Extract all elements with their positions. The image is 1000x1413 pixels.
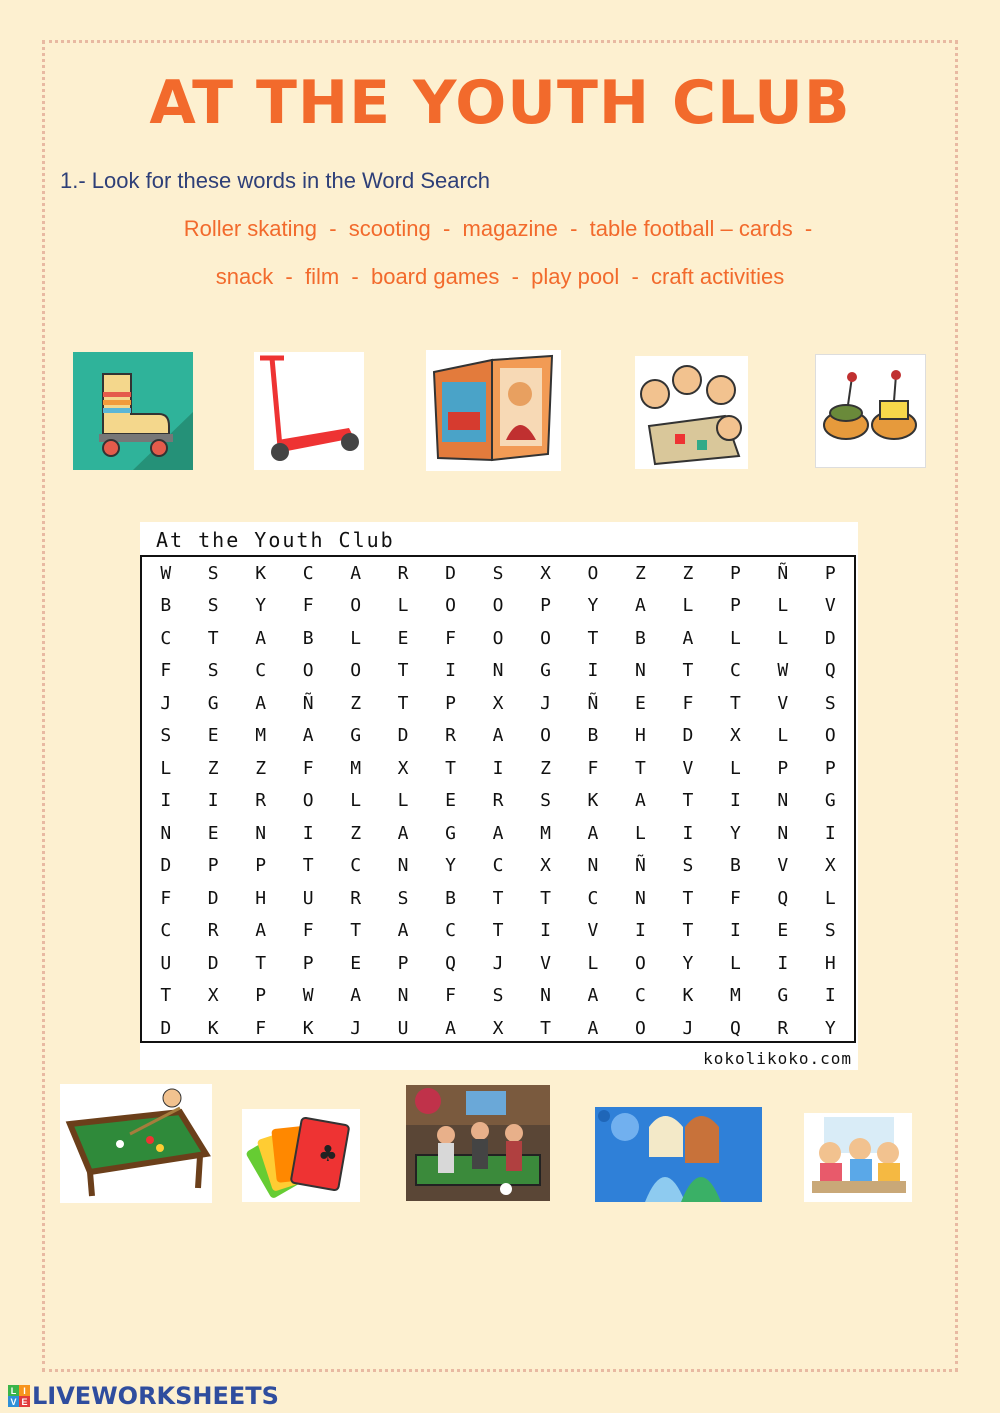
grid-letter[interactable]: V xyxy=(824,595,836,617)
grid-letter[interactable]: O xyxy=(492,627,504,649)
grid-letter[interactable]: A xyxy=(587,1017,599,1039)
grid-letter[interactable]: D xyxy=(682,725,694,747)
grid-letter[interactable]: B xyxy=(302,627,314,649)
grid-letter[interactable]: A xyxy=(492,725,504,747)
grid-letter[interactable]: I xyxy=(207,790,219,812)
grid-letter[interactable]: S xyxy=(207,562,219,584)
grid-letter[interactable]: E xyxy=(397,627,409,649)
grid-letter[interactable]: N xyxy=(397,855,409,877)
grid-letter[interactable]: Y xyxy=(445,855,456,877)
grid-letter[interactable]: I xyxy=(824,985,836,1007)
grid-letter[interactable]: J xyxy=(540,692,551,714)
grid-letter[interactable]: T xyxy=(682,660,694,682)
table-football-picture xyxy=(406,1085,550,1201)
grid-letter[interactable]: E xyxy=(207,725,219,747)
grid-letter[interactable]: O xyxy=(540,725,551,747)
grid-letter[interactable]: I xyxy=(445,660,456,682)
grid-row xyxy=(142,947,854,980)
roller-skate-picture xyxy=(73,352,193,470)
grid-letter[interactable]: D xyxy=(207,887,219,909)
grid-letter[interactable]: I xyxy=(492,757,504,779)
grid-letter[interactable]: L xyxy=(682,595,694,617)
grid-letter[interactable]: T xyxy=(160,985,172,1007)
grid-letter[interactable]: F xyxy=(445,985,456,1007)
pool-table-picture xyxy=(60,1084,212,1203)
grid-letter[interactable]: Ñ xyxy=(587,692,599,714)
grid-letter[interactable]: B xyxy=(445,887,456,909)
grid-row xyxy=(142,557,854,590)
grid-letter[interactable]: E xyxy=(350,952,362,974)
grid-letter[interactable]: L xyxy=(635,822,646,844)
grid-letter[interactable]: N xyxy=(397,985,409,1007)
grid-letter[interactable]: O xyxy=(635,952,646,974)
word-search-title: At the Youth Club xyxy=(156,528,395,552)
grid-letter[interactable]: P xyxy=(824,757,836,779)
grid-letter[interactable]: Z xyxy=(207,757,219,779)
film-picture xyxy=(595,1107,762,1202)
grid-letter[interactable]: Ñ xyxy=(777,562,789,584)
grid-letter[interactable]: P xyxy=(255,855,267,877)
grid-letter[interactable]: N xyxy=(540,985,551,1007)
instruction-text: 1.- Look for these words in the Word Search xyxy=(60,168,491,193)
grid-letter[interactable]: Ñ xyxy=(635,855,646,877)
grid-row xyxy=(142,1012,854,1045)
grid-letter[interactable]: T xyxy=(729,692,741,714)
grid-letter[interactable]: O xyxy=(302,660,314,682)
grid-letter[interactable]: C xyxy=(255,660,267,682)
grid-letter[interactable]: M xyxy=(729,985,741,1007)
grid-letter[interactable]: Z xyxy=(635,562,646,584)
grid-letter[interactable]: S xyxy=(207,595,219,617)
grid-row xyxy=(142,720,854,753)
grid-row xyxy=(142,622,854,655)
grid-letter[interactable]: X xyxy=(397,757,409,779)
grid-letter[interactable]: D xyxy=(160,1017,172,1039)
grid-letter[interactable]: L xyxy=(777,627,789,649)
grid-letter[interactable]: I xyxy=(540,920,551,942)
grid-letter[interactable]: F xyxy=(587,757,599,779)
grid-letter[interactable]: L xyxy=(160,757,172,779)
snack-picture xyxy=(815,354,926,468)
grid-letter[interactable]: T xyxy=(397,692,409,714)
grid-letter[interactable]: B xyxy=(587,725,599,747)
grid-letter[interactable]: P xyxy=(777,757,789,779)
grid-letter[interactable]: O xyxy=(587,562,599,584)
grid-letter[interactable]: K xyxy=(587,790,599,812)
grid-letter[interactable]: E xyxy=(635,692,646,714)
word-list-line-1: Roller skating - scooting - magazine - table football – cards - xyxy=(183,216,813,241)
grid-letter[interactable]: R xyxy=(397,562,409,584)
grid-letter[interactable]: W xyxy=(777,660,789,682)
grid-letter[interactable]: C xyxy=(635,985,646,1007)
grid-letter[interactable]: T xyxy=(682,790,694,812)
grid-row xyxy=(142,980,854,1013)
grid-letter[interactable]: B xyxy=(160,595,172,617)
grid-letter[interactable]: D xyxy=(445,562,456,584)
grid-letter[interactable]: S xyxy=(824,920,836,942)
word-search-footer: kokolikoko.com xyxy=(703,1049,852,1068)
grid-letter[interactable]: H xyxy=(824,952,836,974)
grid-row xyxy=(142,915,854,948)
grid-letter[interactable]: I xyxy=(160,790,172,812)
grid-letter[interactable]: C xyxy=(350,855,362,877)
grid-letter[interactable]: I xyxy=(302,822,314,844)
grid-letter[interactable]: T xyxy=(207,627,219,649)
magazine-picture xyxy=(426,350,561,471)
grid-letter[interactable]: S xyxy=(682,855,694,877)
grid-letter[interactable]: T xyxy=(635,757,646,779)
grid-letter[interactable]: C xyxy=(492,855,504,877)
grid-letter[interactable]: F xyxy=(682,692,694,714)
grid-letter[interactable]: E xyxy=(777,920,789,942)
grid-letter[interactable]: C xyxy=(302,562,314,584)
grid-letter[interactable]: L xyxy=(777,725,789,747)
grid-letter[interactable]: Y xyxy=(682,952,694,974)
svg-text:♣: ♣ xyxy=(318,1142,338,1167)
grid-letter[interactable]: N xyxy=(635,660,646,682)
grid-letter[interactable]: T xyxy=(397,660,409,682)
grid-letter[interactable]: S xyxy=(540,790,551,812)
grid-letter[interactable]: T xyxy=(682,887,694,909)
grid-letter[interactable]: I xyxy=(729,920,741,942)
grid-letter[interactable]: Q xyxy=(824,660,836,682)
grid-letter[interactable]: N xyxy=(160,822,172,844)
grid-letter[interactable]: L xyxy=(824,887,836,909)
grid-letter[interactable]: W xyxy=(302,985,314,1007)
grid-letter[interactable]: F xyxy=(302,757,314,779)
grid-letter[interactable]: I xyxy=(729,790,741,812)
word-list-line-2: snack - film - board games - play pool - craft activities xyxy=(215,264,785,289)
grid-letter[interactable]: E xyxy=(207,822,219,844)
grid-letter[interactable]: V xyxy=(540,952,551,974)
grid-letter[interactable]: U xyxy=(302,887,314,909)
grid-letter[interactable]: P xyxy=(540,595,551,617)
grid-letter[interactable]: D xyxy=(397,725,409,747)
grid-letter[interactable]: U xyxy=(397,1017,409,1039)
logo-badge-l: L xyxy=(8,1385,19,1396)
grid-letter[interactable]: M xyxy=(350,757,362,779)
grid-letter[interactable]: D xyxy=(160,855,172,877)
grid-letter[interactable]: Z xyxy=(540,757,551,779)
grid-row xyxy=(142,817,854,850)
logo-badge-i: I xyxy=(19,1385,30,1396)
grid-letter[interactable]: R xyxy=(777,1017,789,1039)
grid-letter[interactable]: T xyxy=(492,920,504,942)
grid-letter[interactable]: G xyxy=(445,822,456,844)
grid-letter[interactable]: L xyxy=(397,595,409,617)
grid-letter[interactable]: L xyxy=(350,627,362,649)
grid-letter[interactable]: F xyxy=(302,595,314,617)
grid-letter[interactable]: K xyxy=(255,562,267,584)
grid-letter[interactable]: T xyxy=(350,920,362,942)
grid-letter[interactable]: A xyxy=(350,562,362,584)
grid-letter[interactable]: N xyxy=(777,822,789,844)
grid-letter[interactable]: O xyxy=(540,627,551,649)
grid-letter[interactable]: F xyxy=(302,920,314,942)
grid-letter[interactable]: M xyxy=(540,822,551,844)
grid-letter[interactable]: X xyxy=(729,725,741,747)
grid-letter[interactable]: T xyxy=(492,887,504,909)
grid-letter[interactable]: S xyxy=(492,985,504,1007)
grid-letter[interactable]: Q xyxy=(445,952,456,974)
grid-letter[interactable]: F xyxy=(729,887,741,909)
grid-letter[interactable]: A xyxy=(635,790,646,812)
grid-letter[interactable]: L xyxy=(350,790,362,812)
grid-letter[interactable]: A xyxy=(587,985,599,1007)
grid-letter[interactable]: O xyxy=(302,790,314,812)
grid-letter[interactable]: P xyxy=(729,595,741,617)
grid-letter[interactable]: T xyxy=(302,855,314,877)
grid-letter[interactable]: A xyxy=(397,822,409,844)
grid-letter[interactable]: A xyxy=(587,822,599,844)
grid-letter[interactable]: F xyxy=(160,660,172,682)
grid-letter[interactable]: O xyxy=(824,725,836,747)
grid-letter[interactable]: T xyxy=(587,627,599,649)
grid-letter[interactable]: N xyxy=(492,660,504,682)
grid-letter[interactable]: X xyxy=(492,692,504,714)
grid-letter[interactable]: G xyxy=(777,985,789,1007)
grid-letter[interactable]: P xyxy=(397,952,409,974)
grid-letter[interactable]: T xyxy=(682,920,694,942)
grid-letter[interactable]: K xyxy=(207,1017,219,1039)
grid-letter[interactable]: Y xyxy=(824,1017,836,1039)
grid-row xyxy=(142,590,854,623)
grid-letter[interactable]: F xyxy=(445,627,456,649)
grid-letter[interactable]: A xyxy=(682,627,694,649)
grid-letter[interactable]: A xyxy=(350,985,362,1007)
grid-letter[interactable]: V xyxy=(682,757,694,779)
grid-letter[interactable]: D xyxy=(207,952,219,974)
grid-letter[interactable]: C xyxy=(445,920,456,942)
grid-letter[interactable]: C xyxy=(729,660,741,682)
grid-letter[interactable]: Y xyxy=(587,595,599,617)
grid-letter[interactable]: S xyxy=(492,562,504,584)
grid-letter[interactable]: O xyxy=(350,660,362,682)
grid-letter[interactable]: P xyxy=(824,562,836,584)
grid-letter[interactable]: A xyxy=(255,627,267,649)
grid-letter[interactable]: J xyxy=(160,692,172,714)
grid-letter[interactable]: A xyxy=(445,1017,456,1039)
grid-letter[interactable]: O xyxy=(445,595,456,617)
playing-cards-picture xyxy=(242,1109,360,1202)
grid-letter[interactable]: L xyxy=(587,952,599,974)
grid-letter[interactable]: H xyxy=(255,887,267,909)
grid-letter[interactable]: P xyxy=(729,562,741,584)
grid-letter[interactable]: X xyxy=(207,985,219,1007)
grid-letter[interactable]: W xyxy=(160,562,172,584)
word-search xyxy=(140,522,858,1070)
grid-letter[interactable]: A xyxy=(635,595,646,617)
grid-letter[interactable]: I xyxy=(682,822,694,844)
grid-letter[interactable]: K xyxy=(302,1017,314,1039)
grid-letter[interactable]: V xyxy=(777,692,789,714)
grid-letter[interactable]: Q xyxy=(777,887,789,909)
grid-letter[interactable]: P xyxy=(255,985,267,1007)
grid-letter[interactable]: A xyxy=(302,725,314,747)
grid-letter[interactable]: L xyxy=(777,595,789,617)
grid-row xyxy=(142,687,854,720)
grid-row xyxy=(142,850,854,883)
grid-letter[interactable]: T xyxy=(255,952,267,974)
grid-row xyxy=(142,655,854,688)
grid-letter[interactable]: N xyxy=(587,855,599,877)
grid-letter[interactable]: C xyxy=(160,627,172,649)
grid-letter[interactable]: A xyxy=(397,920,409,942)
grid-letter[interactable]: Q xyxy=(729,1017,741,1039)
grid-letter[interactable]: E xyxy=(445,790,456,812)
grid-letter[interactable]: O xyxy=(635,1017,646,1039)
grid-letter[interactable]: T xyxy=(540,887,551,909)
grid-letter[interactable]: I xyxy=(824,822,836,844)
grid-letter[interactable]: V xyxy=(587,920,599,942)
grid-letter[interactable]: M xyxy=(255,725,267,747)
grid-letter[interactable]: X xyxy=(824,855,836,877)
grid-letter[interactable]: N xyxy=(255,822,267,844)
grid-letter[interactable]: D xyxy=(824,627,836,649)
liveworksheets-logo xyxy=(8,1383,279,1409)
grid-letter[interactable]: T xyxy=(445,757,456,779)
grid-letter[interactable]: R xyxy=(350,887,362,909)
grid-row xyxy=(142,882,854,915)
grid-letter[interactable]: Z xyxy=(350,822,362,844)
grid-letter[interactable]: B xyxy=(729,855,741,877)
grid-letter[interactable]: O xyxy=(492,595,504,617)
grid-letter[interactable]: A xyxy=(255,692,267,714)
grid-letter[interactable]: R xyxy=(445,725,456,747)
grid-letter[interactable]: L xyxy=(729,757,741,779)
grid-letter[interactable]: J xyxy=(350,1017,362,1039)
grid-letter[interactable]: L xyxy=(729,627,741,649)
grid-letter[interactable]: H xyxy=(635,725,646,747)
grid-letter[interactable]: N xyxy=(635,887,646,909)
grid-letter[interactable]: A xyxy=(492,822,504,844)
grid-letter[interactable]: J xyxy=(492,952,504,974)
grid-letter[interactable]: L xyxy=(397,790,409,812)
grid-letter[interactable]: X xyxy=(540,562,551,584)
grid-letter[interactable]: K xyxy=(682,985,694,1007)
grid-letter[interactable]: P xyxy=(207,855,219,877)
grid-letter[interactable]: P xyxy=(445,692,456,714)
grid-letter[interactable]: I xyxy=(635,920,646,942)
grid-letter[interactable]: R xyxy=(492,790,504,812)
grid-letter[interactable]: C xyxy=(160,920,172,942)
grid-letter[interactable]: S xyxy=(160,725,172,747)
grid-letter[interactable]: Y xyxy=(255,595,267,617)
grid-letter[interactable]: J xyxy=(682,1017,694,1039)
logo-badge-v: V xyxy=(8,1396,19,1407)
grid-letter[interactable]: Z xyxy=(350,692,362,714)
grid-letter[interactable]: F xyxy=(255,1017,267,1039)
page-title: AT THE YOUTH CLUB xyxy=(149,68,851,138)
grid-letter[interactable]: G xyxy=(824,790,836,812)
word-search-grid xyxy=(140,555,856,1043)
grid-letter[interactable]: Z xyxy=(682,562,694,584)
grid-letter[interactable]: Ñ xyxy=(302,692,314,714)
grid-letter[interactable]: S xyxy=(207,660,219,682)
grid-letter[interactable]: O xyxy=(350,595,362,617)
grid-letter[interactable]: R xyxy=(255,790,267,812)
grid-letter[interactable]: G xyxy=(350,725,362,747)
grid-letter[interactable]: R xyxy=(207,920,219,942)
grid-letter[interactable]: S xyxy=(397,887,409,909)
grid-letter[interactable]: I xyxy=(587,660,599,682)
grid-letter[interactable]: N xyxy=(777,790,789,812)
grid-letter[interactable]: U xyxy=(160,952,172,974)
grid-letter[interactable]: L xyxy=(729,952,741,974)
grid-letter[interactable]: S xyxy=(824,692,836,714)
grid-row xyxy=(142,752,854,785)
logo-badge-e: E xyxy=(19,1396,30,1407)
grid-letter[interactable]: C xyxy=(587,887,599,909)
grid-letter[interactable]: G xyxy=(540,660,551,682)
logo-badge xyxy=(8,1385,30,1407)
grid-letter[interactable]: I xyxy=(777,952,789,974)
grid-row xyxy=(142,785,854,818)
grid-letter[interactable]: P xyxy=(302,952,314,974)
board-games-picture xyxy=(635,356,748,469)
scooter-picture xyxy=(254,352,364,470)
grid-letter[interactable]: Z xyxy=(255,757,267,779)
grid-letter[interactable]: G xyxy=(207,692,219,714)
grid-letter[interactable]: V xyxy=(777,855,789,877)
grid-letter[interactable]: X xyxy=(540,855,551,877)
grid-letter[interactable]: Y xyxy=(729,822,741,844)
grid-letter[interactable]: F xyxy=(160,887,172,909)
grid-letter[interactable]: T xyxy=(540,1017,551,1039)
grid-letter[interactable]: B xyxy=(635,627,646,649)
grid-letter[interactable]: X xyxy=(492,1017,504,1039)
logo-text: LIVEWORKSHEETS xyxy=(32,1382,279,1410)
grid-letter[interactable]: A xyxy=(255,920,267,942)
craft-activities-picture xyxy=(804,1113,912,1202)
